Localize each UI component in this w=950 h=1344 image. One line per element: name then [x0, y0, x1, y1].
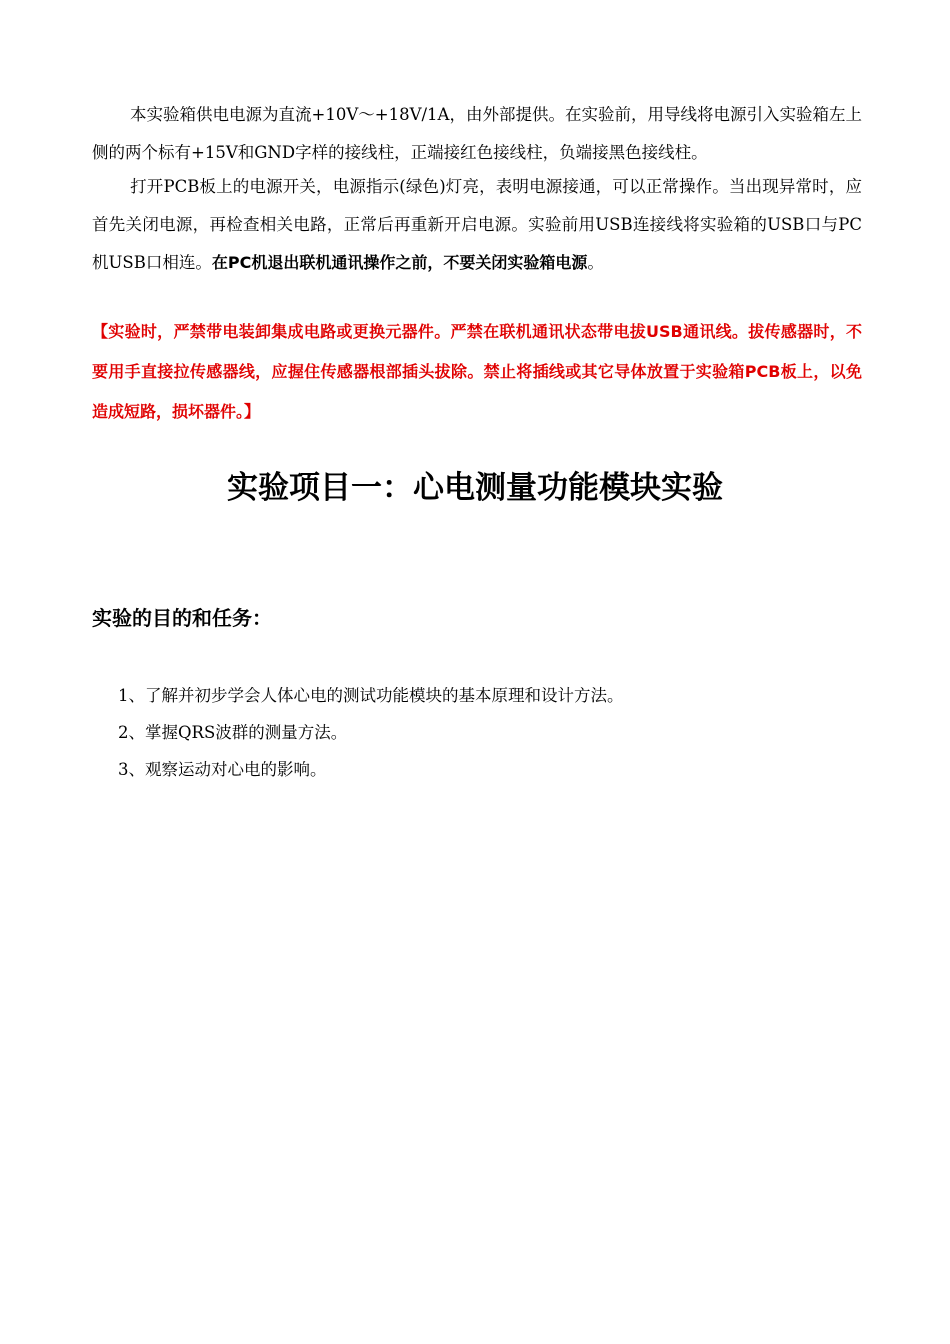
section-heading-objectives: 实验的目的和任务：: [92, 606, 272, 630]
safety-warning: 【实验时，严禁带电装卸集成电路或更换元器件。严禁在联机通讯状态带电拔USB通讯线。拔传感器时，不要用手直接拉传感器线，应握住传感器根部插头拔除。禁止将插线或其它导体放置于实验箱PCB板上，以免造成短路，损坏器件。】: [92, 322, 862, 421]
paragraph-power-switch-end: 。: [587, 253, 604, 272]
objectives-list: [118, 677, 624, 788]
paragraph-power-supply: [92, 96, 862, 172]
paragraph-power-switch: [92, 168, 862, 282]
list-item: 2、掌握QRS波群的测量方法。: [118, 723, 348, 742]
list-item: 3、观察运动对心电的影响。: [118, 760, 327, 779]
page-title: 实验项目一：心电测量功能模块实验: [227, 470, 723, 506]
paragraph-power-switch-text: 打开PCB板上的电源开关，电源指示(绿色)灯亮，表明电源接通，可以正常操作。当出现异常时，应首先关闭电源，再检查相关电路，正常后再重新开启电源。实验前用USB连接线将实验箱的USB口与PC机USB口相连。: [92, 177, 862, 272]
paragraph-power-supply-text: 本实验箱供电电源为直流+10V～+18V/1A，由外部提供。在实验前，用导线将电源引入实验箱左上侧的两个标有+15V和GND字样的接线柱，正端接红色接线柱，负端接黑色接线柱。: [92, 105, 862, 162]
list-item: 1、了解并初步学会人体心电的测试功能模块的基本原理和设计方法。: [118, 686, 624, 705]
paragraph-power-switch-bold: 在PC机退出联机通讯操作之前，不要关闭实验箱电源: [211, 253, 588, 272]
